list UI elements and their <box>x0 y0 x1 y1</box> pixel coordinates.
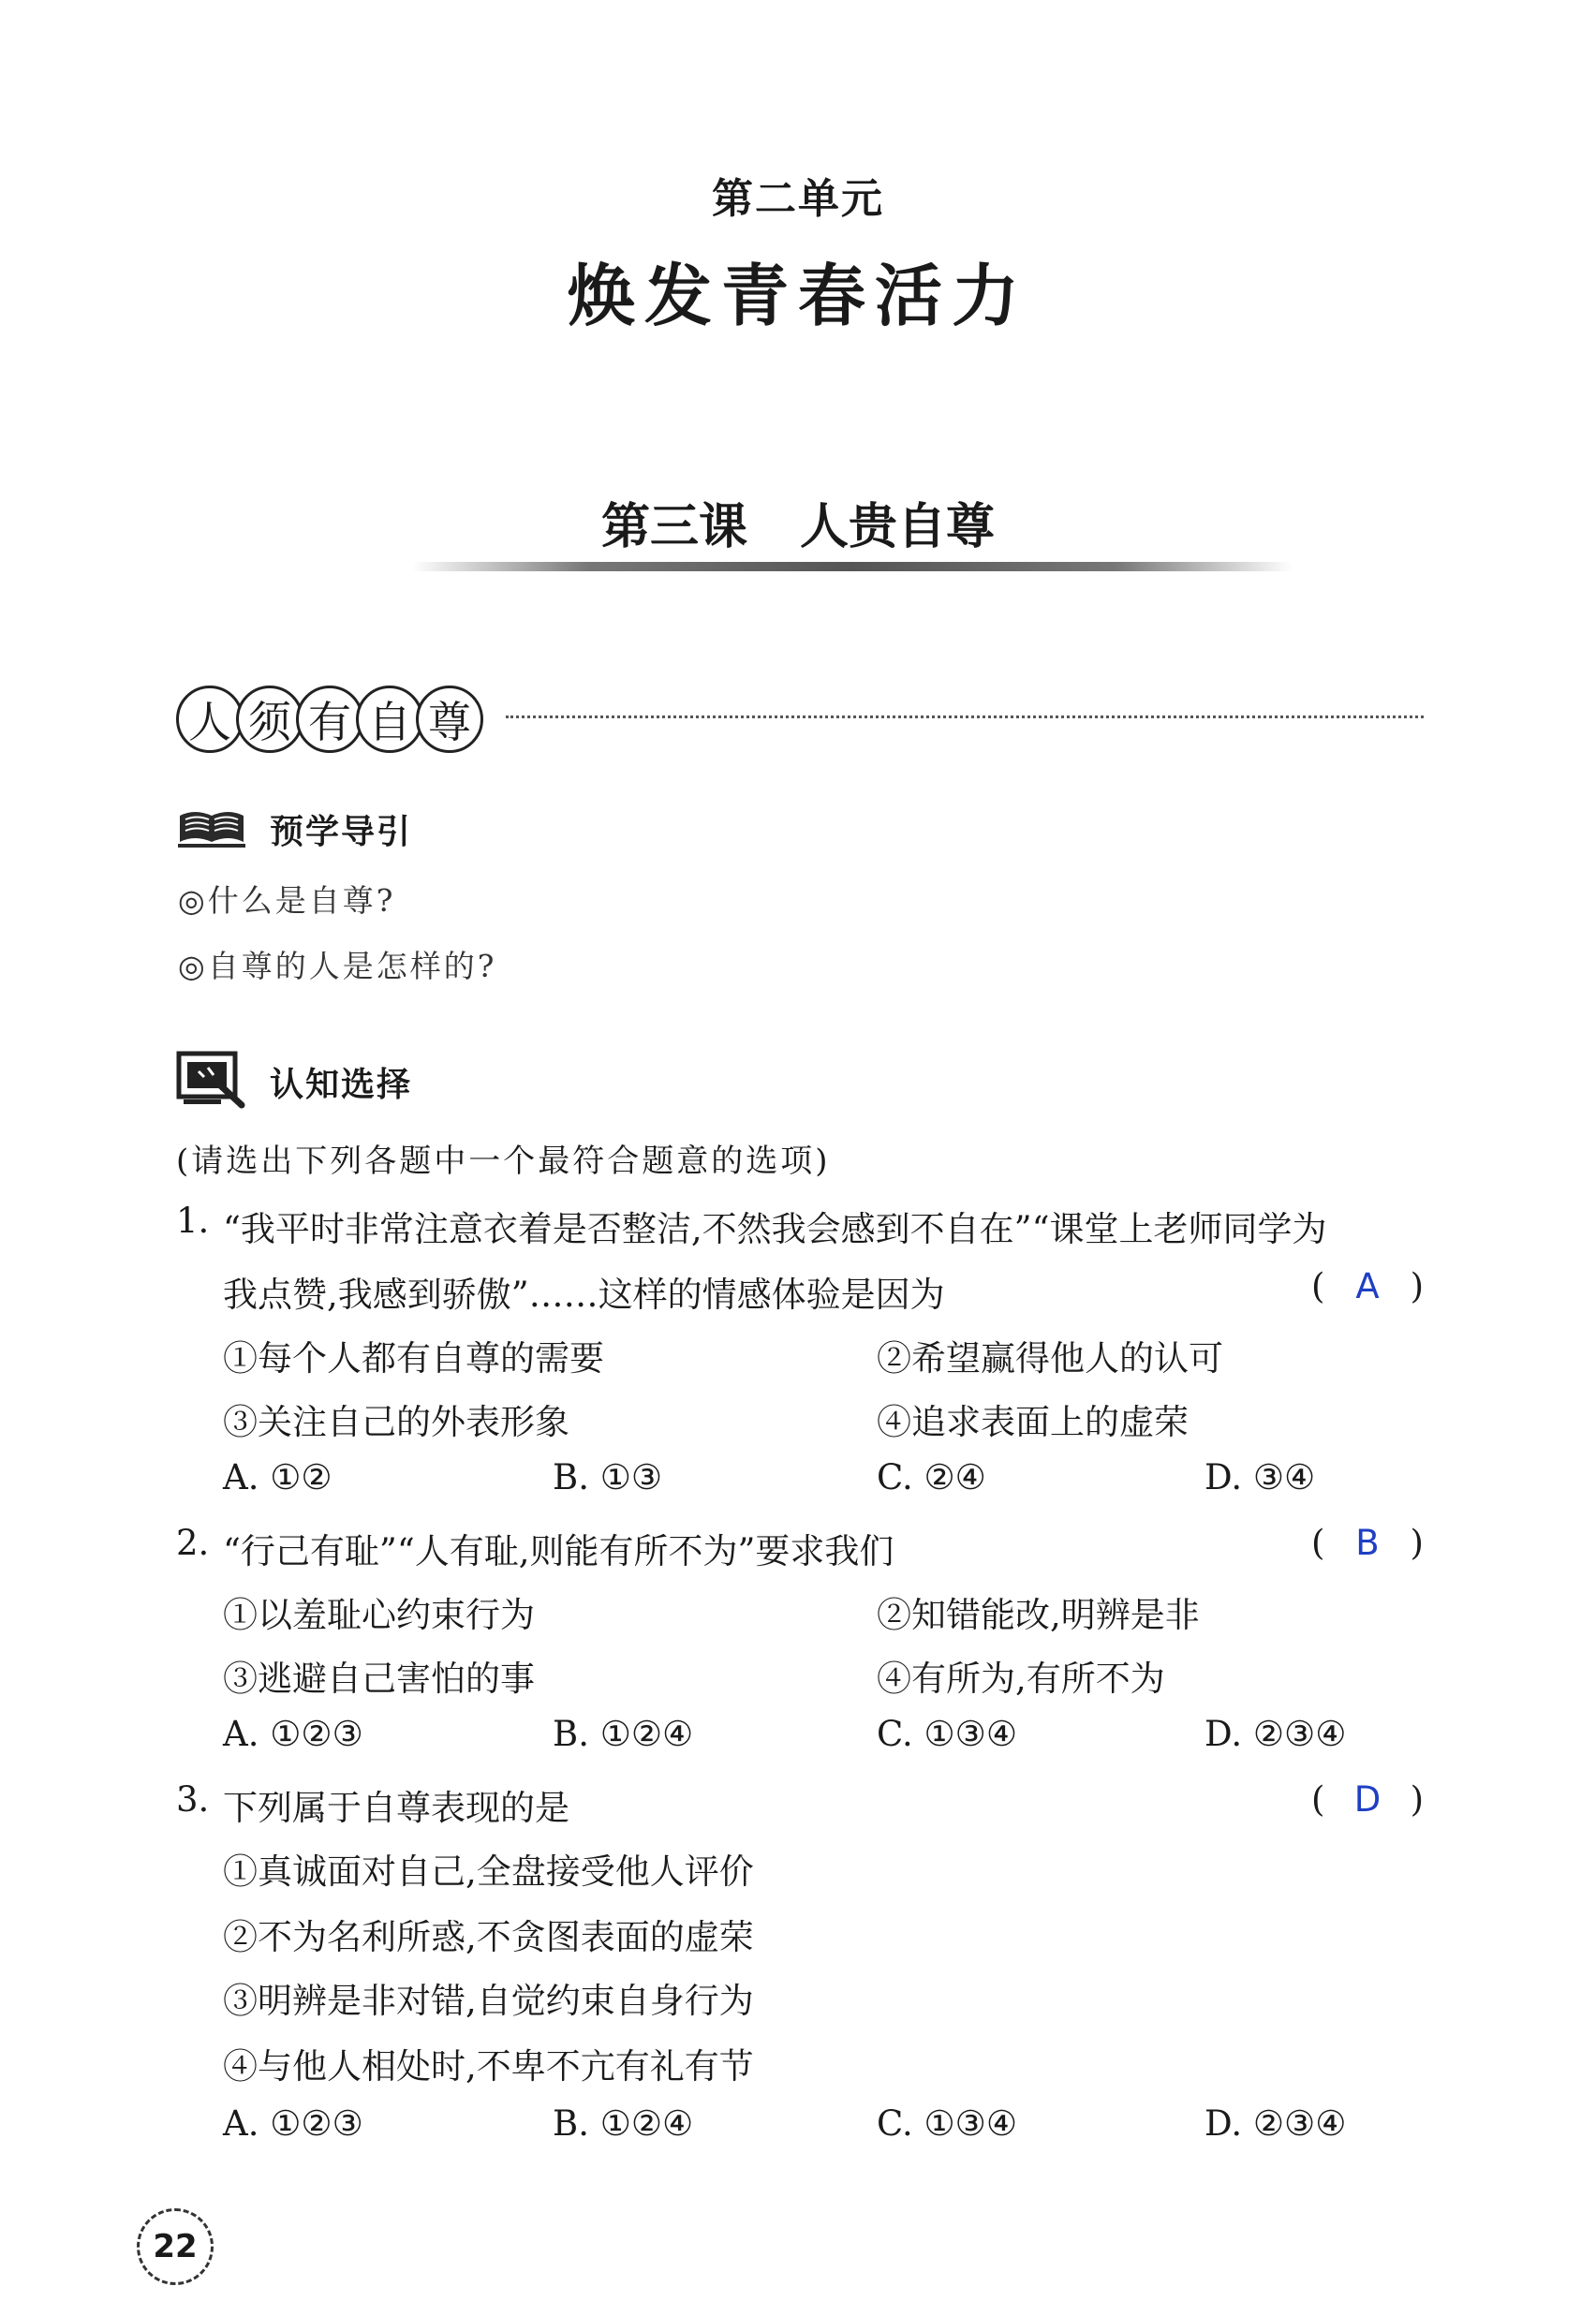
answer-letter: A <box>1355 1266 1380 1306</box>
lesson-name: 人贵自尊 <box>800 499 996 555</box>
unit-label: 第二单元 <box>712 175 884 223</box>
question-number: 1. <box>176 1201 210 1241</box>
statement: ①每个人都有自尊的需要 <box>223 1338 604 1379</box>
preview-heading <box>176 805 412 853</box>
choice-heading <box>176 1051 412 1113</box>
statement: ③明辨是非对错,自觉约束自身行为 <box>223 1981 754 2021</box>
page-number: 22 <box>137 2208 214 2285</box>
section-char: 人 <box>176 686 244 753</box>
question-number: 2. <box>176 1523 210 1563</box>
statement: ③逃避自己害怕的事 <box>223 1659 535 1699</box>
unit-title: 焕发青春活力 <box>567 257 1028 335</box>
statement: ④有所为,有所不为 <box>877 1659 1165 1699</box>
option-c: C. ②④ <box>877 1457 986 1497</box>
option-c: C. ①③④ <box>877 1714 1018 1754</box>
question-text: 我点赞,我感到骄傲”……这样的情感体验是因为 <box>223 1275 945 1315</box>
section-char: 须 <box>236 686 303 753</box>
option-a: A. ①②③ <box>223 2103 363 2144</box>
question-text: 下列属于自尊表现的是 <box>223 1788 569 1828</box>
option-b: B. ①③ <box>553 1457 663 1497</box>
question-text: “行己有耻”“人有耻,则能有所不为”要求我们 <box>223 1531 894 1571</box>
lesson-number: 第三课 <box>600 499 747 555</box>
answer-letter: D <box>1353 1779 1382 1820</box>
statement: ②知错能改,明辨是非 <box>877 1595 1200 1635</box>
choice-instruction: (请选出下列各题中一个最符合题意的选项) <box>176 1143 831 1180</box>
option-a: A. ①② <box>223 1457 332 1497</box>
option-b: B. ①②④ <box>553 1714 694 1754</box>
statement: ②希望赢得他人的认可 <box>877 1338 1223 1379</box>
statement: ①真诚面对自己,全盘接受他人评价 <box>223 1851 754 1892</box>
section-dotted-rule <box>506 715 1424 718</box>
section-char: 自 <box>356 686 423 753</box>
option-b: B. ①②④ <box>553 2103 694 2144</box>
answer-slot: ( D ) <box>1311 1779 1424 1820</box>
preview-title: 预学导引 <box>270 813 413 851</box>
question-text: “我平时非常注意衣着是否整洁,不然我会感到不自在”“课堂上老师同学为 <box>223 1209 1327 1249</box>
option-d: D. ②③④ <box>1204 2103 1347 2144</box>
statement: ③关注自己的外表形象 <box>223 1402 569 1442</box>
preview-item: ◎什么是自尊? <box>178 882 396 919</box>
lesson-divider <box>412 562 1293 571</box>
answer-slot: ( A ) <box>1311 1266 1424 1306</box>
choice-title: 认知选择 <box>270 1065 413 1104</box>
statement: ②不为名利所惑,不贪图表面的虚荣 <box>223 1917 754 1957</box>
question-number: 3. <box>176 1779 210 1820</box>
answer-slot: ( B ) <box>1311 1523 1424 1563</box>
answer-letter: B <box>1355 1523 1380 1563</box>
pen-board-icon <box>176 1051 247 1113</box>
section-heading <box>176 686 476 753</box>
statement: ④追求表面上的虚荣 <box>877 1402 1189 1442</box>
lesson-title <box>0 487 1596 557</box>
preview-item: ◎自尊的人是怎样的? <box>178 948 497 984</box>
option-c: C. ①③④ <box>877 2103 1018 2144</box>
option-d: D. ③④ <box>1204 1457 1316 1497</box>
statement: ①以羞耻心约束行为 <box>223 1595 535 1635</box>
option-d: D. ②③④ <box>1204 1714 1347 1754</box>
section-char: 尊 <box>416 686 483 753</box>
statement: ④与他人相处时,不卑不亢有礼有节 <box>223 2046 754 2087</box>
open-book-icon <box>176 806 247 853</box>
option-a: A. ①②③ <box>223 1714 363 1754</box>
section-char: 有 <box>296 686 363 753</box>
